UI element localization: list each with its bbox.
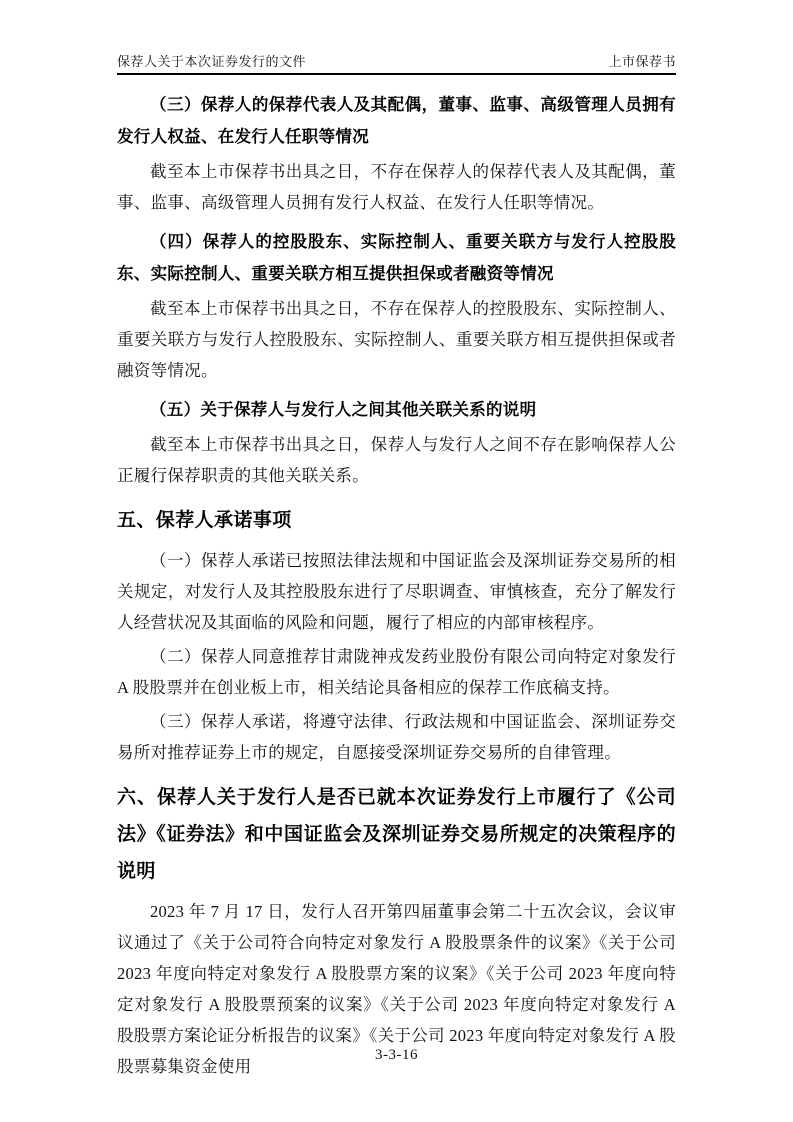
page-number: 3-3-16 (375, 1047, 418, 1063)
page-header (117, 0, 676, 75)
header-right-title: 上市保荐书 (608, 54, 676, 69)
chapter-heading-6-decision-procedures: 六、保荐人关于发行人是否已就本次证券发行上市履行了《公司法》《证券法》和中国证监会及深圳证券交易所规定的决策程序的说明 (117, 787, 676, 882)
document-body (117, 89, 676, 1082)
paragraph-controlling-shareholders-guarantees: 截至本上市保荐书出具之日，不存在保荐人的控股股东、实际控制人、重要关联方与发行人控股股东、实际控制人、重要关联方相互提供担保或者融资等情况。 (117, 299, 676, 380)
header-left-title: 保荐人关于本次证券发行的文件 (117, 54, 307, 69)
paragraph-commitment-1: （一）保荐人承诺已按照法律法规和中国证监会及深圳证券交易所的相关规定，对发行人及其控股股东进行了尽职调查、审慎核查，充分了解发行人经营状况及其面临的风险和问题，履行了相应的内部审核程序。 (117, 551, 676, 632)
section-heading-3-sponsor-reps-equity: （三）保荐人的保荐代表人及其配偶，董事、监事、高级管理人员拥有发行人权益、在发行人任职等情况 (117, 96, 676, 146)
section-heading-4-controlling-shareholders-guarantees: （四）保荐人的控股股东、实际控制人、重要关联方与发行人控股股东、实际控制人、重要关联方相互提供担保或者融资等情况 (117, 233, 676, 283)
paragraph-commitment-2: （二）保荐人同意推荐甘肃陇神戎发药业股份有限公司向特定对象发行 A 股股票并在创业板上市，相关结论具备相应的保荐工作底稿支持。 (117, 647, 676, 697)
paragraph-board-meeting-resolutions: 2023 年 7 月 17 日，发行人召开第四届董事会第二十五次会议，会议审议通过了《关于公司符合向特定对象发行 A 股股票条件的议案》《关于公司 2023 年度向特定对象发行 A 股股票方案的议案》《关于公司 2023 年度向特定对象发行 A 股股票预案的议案》《关于公司 2023 年度向特定对象发行 A 股股票方案论证分析报告的议案》《关于公司 2023 年度向特定对象发行 A 股股票募集资金使用 (117, 902, 676, 1076)
chapter-heading-5-sponsor-commitments: 五、保荐人承诺事项 (117, 510, 292, 531)
section-heading-5-other-affiliations: （五）关于保荐人与发行人之间其他关联关系的说明 (150, 401, 537, 419)
paragraph-commitment-3: （三）保荐人承诺，将遵守法律、行政法规和中国证监会、深圳证券交易所对推荐证券上市的规定，自愿接受深圳证券交易所的自律管理。 (117, 712, 676, 762)
paragraph-sponsor-reps-equity: 截至本上市保荐书出具之日，不存在保荐人的保荐代表人及其配偶，董事、监事、高级管理人员拥有发行人权益、在发行人任职等情况。 (117, 162, 676, 212)
paragraph-other-affiliations: 截至本上市保荐书出具之日，保荐人与发行人之间不存在影响保荐人公正履行保荐职责的其他关联关系。 (117, 435, 676, 485)
